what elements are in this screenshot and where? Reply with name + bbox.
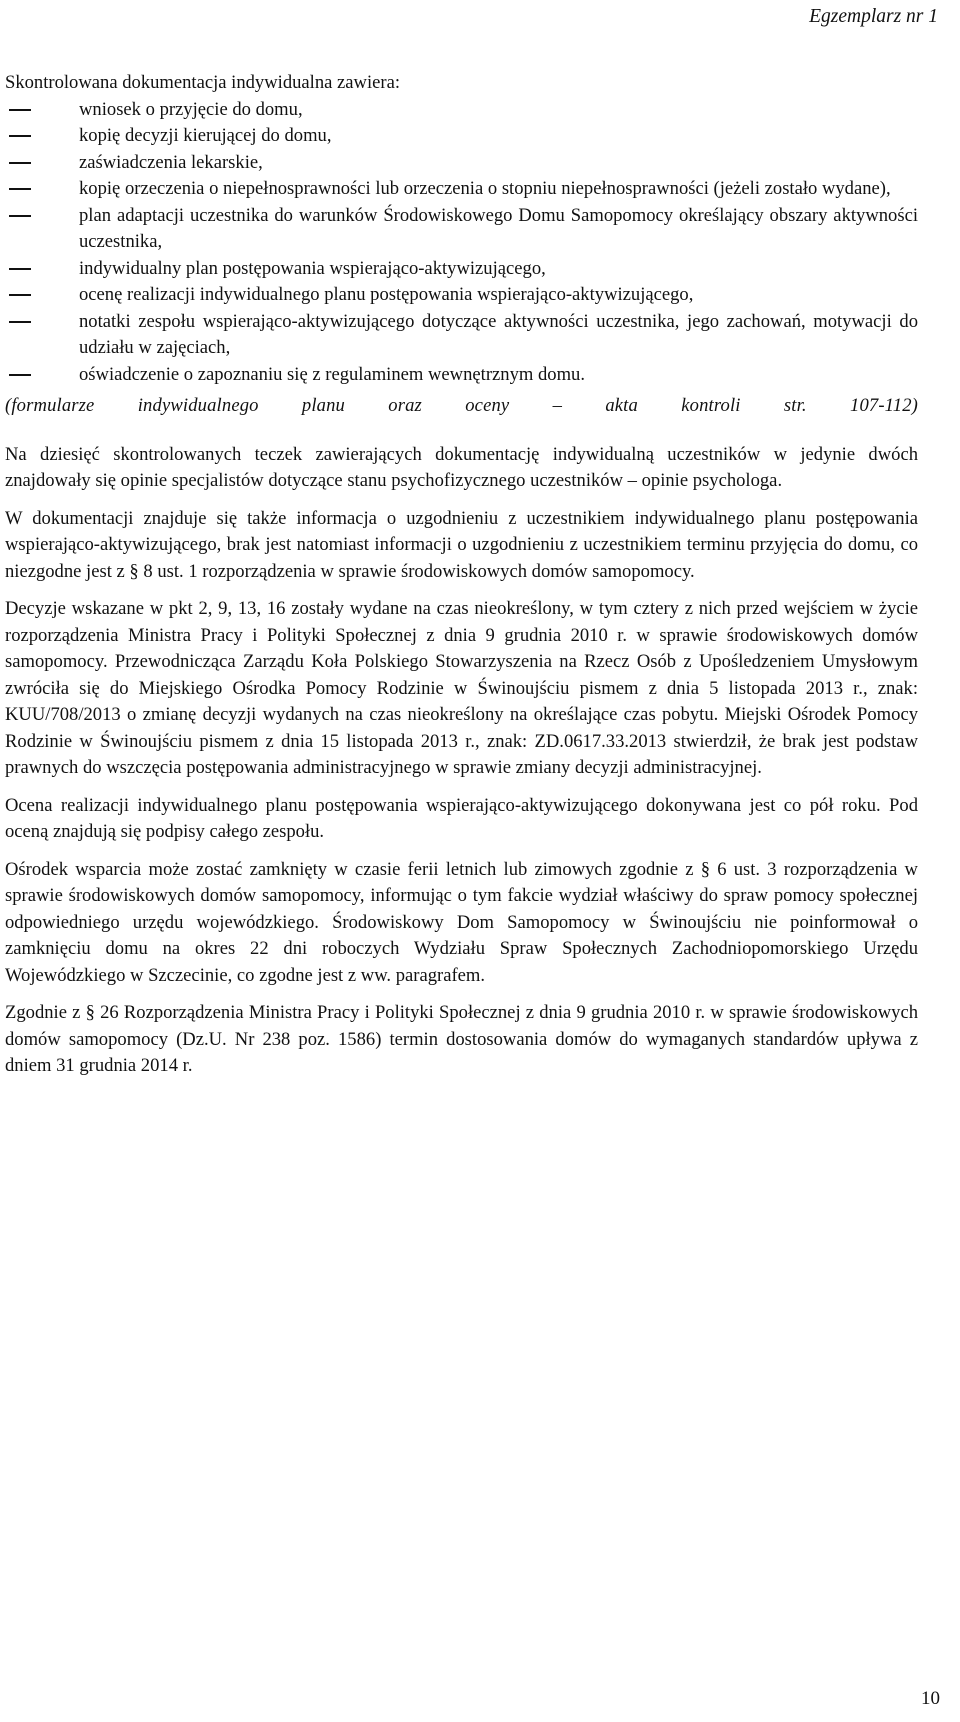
documentation-list	[5, 97, 918, 389]
paragraph: W dokumentacji znajduje się także informacja o uzgodnieniu z uczestnikiem indywidualnego planu postępowania wspierająco-aktywizującego, brak jest natomiast informacji o uzgodnieniu z uczestnikiem terminu przyjęcia do domu, co niezgodne jest z § 8 ust. 1 rozporządzenia w sprawie środowiskowych domów samopomocy.	[5, 507, 918, 582]
list-item	[5, 309, 918, 362]
paragraph: Zgodnie z § 26 Rozporządzenia Ministra Pracy i Polityki Społecznej z dnia 9 grudnia 2010 r. w sprawie środowiskowych domów samopomocy (Dz.U. Nr 238 poz. 1586) termin dostosowania domów do wymaganych standardów upływa z dniem 31 grudnia 2014 r.	[5, 1002, 918, 1076]
dash-bullet-icon	[5, 282, 79, 309]
list-item	[5, 282, 918, 309]
paragraph: Ocena realizacji indywidualnego planu postępowania wspierająco-aktywizującego dokonywana jest co pół roku. Pod oceną znajdują się podpisy całego zespołu.	[5, 794, 918, 842]
list-item	[5, 176, 918, 203]
list-item	[5, 150, 918, 177]
list-item-text: plan adaptacji uczestnika do warunków Środowiskowego Domu Samopomocy określający obszary aktywności uczestnika,	[79, 204, 918, 252]
list-item-text: notatki zespołu wspierająco-aktywizującego dotyczące aktywności uczestnika, jego zachowań, motywacji do udziału w zajęciach,	[79, 310, 918, 358]
list-item-text: kopię orzeczenia o niepełnosprawności lub orzeczenia o stopniu niepełnosprawności (jeżeli zostało wydane),	[79, 178, 891, 199]
dash-bullet-icon	[5, 309, 79, 336]
page-number: 10	[921, 1688, 940, 1709]
list-item	[5, 362, 918, 389]
paragraph: Ośrodek wsparcia może zostać zamknięty w czasie ferii letnich lub zimowych zgodnie z § 6 ust. 3 rozporządzenia w sprawie środowiskowych domów samopomocy, informując o tym fakcie wydział właściwy do spraw pomocy społecznej odpowiedniego urzędu wojewódzkiego. Środowiskowy Dom Samopomocy w Świnoujściu nie poinformował o zamknięciu domu na okres 22 dni roboczych Wydziału Spraw Społecznych Zachodniopomorskiego Urzędu Wojewódzkiego w Szczecinie, co zgodne jest z ww. paragrafem.	[5, 858, 918, 986]
paragraph: Na dziesięć skontrolowanych teczek zawierających dokumentację indywidualną uczestników w jedynie dwóch znajdowały się opinie specjalistów dotyczące stanu psychofizycznego uczestników – opinie psychologa.	[5, 443, 918, 491]
dash-bullet-icon	[5, 362, 79, 389]
list-item-text: indywidualny plan postępowania wspierająco-aktywizującego,	[79, 257, 546, 279]
dash-bullet-icon	[5, 203, 79, 230]
list-item	[5, 203, 918, 256]
document-copy-label: Egzemplarz nr 1	[809, 6, 938, 27]
list-item-text: zaświadczenia lekarskie,	[79, 151, 263, 173]
dash-bullet-icon	[5, 256, 79, 283]
list-item-text: kopię decyzji kierującej do domu,	[79, 125, 332, 146]
list-item	[5, 97, 918, 124]
list-intro: Skontrolowana dokumentacja indywidualna zawiera:	[5, 72, 400, 93]
dash-bullet-icon	[5, 97, 79, 124]
dash-bullet-icon	[5, 176, 79, 203]
paragraph: Decyzje wskazane w pkt 2, 9, 13, 16 zostały wydane na czas nieokreślony, w tym cztery z nich przed wejściem w życie rozporządzenia Ministra Pracy i Polityki Społecznej z dnia 9 grudnia 2010 r. w sprawie środowiskowych domów samopomocy. Przewodnicząca Zarządu Koła Polskiego Stowarzyszenia na Rzecz Osób z Upośledzeniem Umysłowym zwróciła się do Miejskiego Ośrodka Pomocy Rodzinie w Świnoujściu pismem z dnia 5 listopada 2013 r., znak: KUU/708/2013 o zmianę decyzji wydanych na czas nieokreślony na określające czas pobytu. Miejski Ośrodek Pomocy Rodzinie w Świnoujściu pismem z dnia 15 listopada 2013 r., znak: ZD.0617.33.2013 stwierdził, że brak jest podstaw prawnych do wszczęcia postępowania administracyjnego w sprawie zmiany decyzji administracyjnej.	[5, 598, 918, 778]
document-body	[5, 70, 918, 1080]
dash-bullet-icon	[5, 150, 79, 177]
list-item	[5, 256, 918, 283]
dash-bullet-icon	[5, 123, 79, 150]
reference-note: (formularze indywidualnego planu oraz oceny – akta kontroli str. 107-112)	[5, 395, 918, 416]
list-item-text: oświadczenie o zapoznaniu się z regulaminem wewnętrznym domu.	[79, 363, 585, 385]
list-item	[5, 123, 918, 150]
list-item-text: wniosek o przyjęcie do domu,	[79, 98, 303, 120]
list-item-text: ocenę realizacji indywidualnego planu postępowania wspierająco-aktywizującego,	[79, 284, 694, 305]
